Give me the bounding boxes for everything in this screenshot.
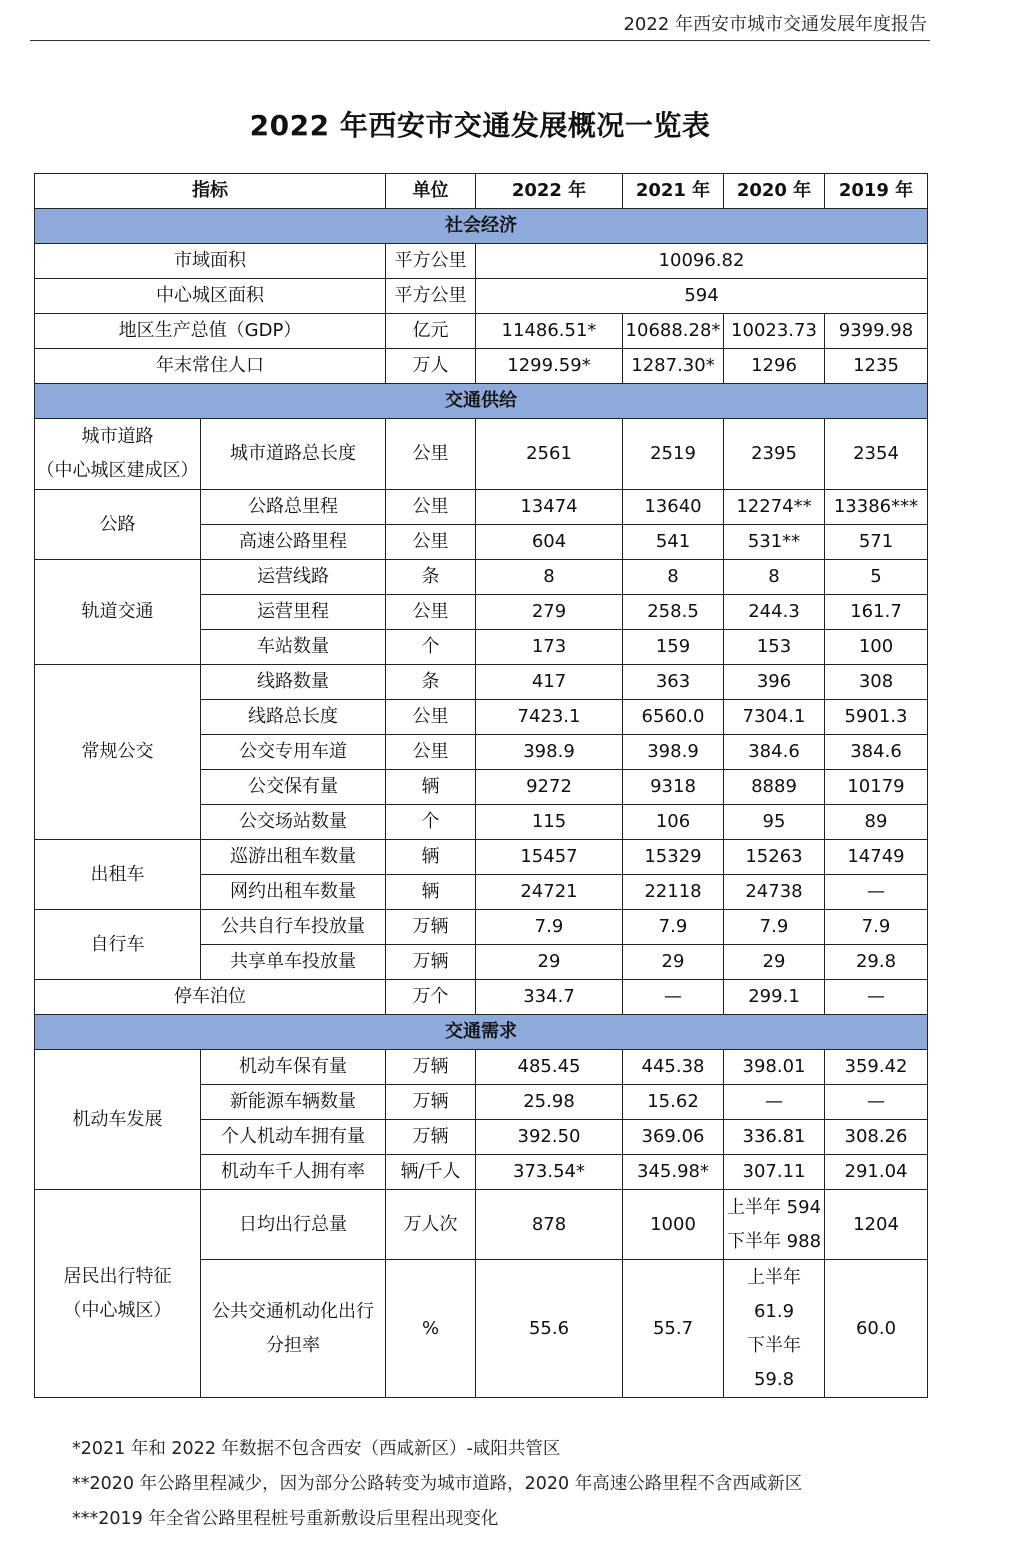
table-row xyxy=(35,349,928,384)
value-2020: 153 xyxy=(724,630,825,665)
value-2019: 13386*** xyxy=(825,490,928,525)
header-2021: 2021 年 xyxy=(623,174,724,209)
value-2020: 396 xyxy=(724,665,825,700)
row-unit: 万辆 xyxy=(386,1050,476,1085)
row-unit: 万人 xyxy=(386,349,476,384)
value-2020: 531** xyxy=(724,525,825,560)
row-label: 巡游出租车数量 xyxy=(201,840,386,875)
value-2019: 359.42 xyxy=(825,1050,928,1085)
value-2019: 100 xyxy=(825,630,928,665)
value-2021: 363 xyxy=(623,665,724,700)
value-2020 xyxy=(724,1190,825,1260)
value-2019: 161.7 xyxy=(825,595,928,630)
value-2022: 29 xyxy=(476,945,623,980)
group-label-line: （中心城区） xyxy=(63,1299,172,1321)
value-2020: — xyxy=(724,1085,825,1120)
table-row xyxy=(35,419,928,490)
value-line: 下半年 988 xyxy=(726,1230,822,1252)
value-line: 上半年 594 xyxy=(726,1196,822,1218)
value-2020: 336.81 xyxy=(724,1120,825,1155)
value-2021: 8 xyxy=(623,560,724,595)
value-2021: 106 xyxy=(623,805,724,840)
value-2019: — xyxy=(825,875,928,910)
row-label: 公交保有量 xyxy=(201,770,386,805)
row-unit: 辆 xyxy=(386,840,476,875)
row-unit: 公里 xyxy=(386,419,476,490)
value-line: 59.8 xyxy=(753,1368,795,1390)
value-2021: 15.62 xyxy=(623,1085,724,1120)
value-2022: 9272 xyxy=(476,770,623,805)
row-label-line: 公共交通机动化出行 xyxy=(212,1300,374,1322)
value-2020: 12274** xyxy=(724,490,825,525)
footnote: ***2019 年全省公路里程桩号重新敷设后里程出现变化 xyxy=(72,1509,499,1529)
row-unit: 万人次 xyxy=(386,1190,476,1260)
value-line: 上半年 xyxy=(747,1266,801,1288)
group-label: 出租车 xyxy=(35,840,201,910)
row-label: 运营线路 xyxy=(201,560,386,595)
value-2019: 14749 xyxy=(825,840,928,875)
value-2022: 604 xyxy=(476,525,623,560)
value-2019: 10179 xyxy=(825,770,928,805)
section-title-socio: 社会经济 xyxy=(35,209,928,244)
row-label: 公交场站数量 xyxy=(201,805,386,840)
row-unit: 公里 xyxy=(386,735,476,770)
report-header-title: 2022 年西安市城市交通发展年度报告 xyxy=(623,14,927,35)
value-2020: 398.01 xyxy=(724,1050,825,1085)
value-2022: 55.6 xyxy=(476,1260,623,1398)
value-2021: 2519 xyxy=(623,419,724,490)
value-2020: 8 xyxy=(724,560,825,595)
table-row xyxy=(35,279,928,314)
table-header-row xyxy=(35,174,928,209)
row-unit: 个 xyxy=(386,630,476,665)
row-unit: 公里 xyxy=(386,700,476,735)
row-unit: 平方公里 xyxy=(386,279,476,314)
value-2022: 485.45 xyxy=(476,1050,623,1085)
value-2022: 7.9 xyxy=(476,910,623,945)
value-2020: 8889 xyxy=(724,770,825,805)
value-2020: 299.1 xyxy=(724,980,825,1015)
value-2020: 95 xyxy=(724,805,825,840)
table-row xyxy=(35,490,928,525)
header-indicator: 指标 xyxy=(35,174,386,209)
value-2022: 25.98 xyxy=(476,1085,623,1120)
row-label: 机动车千人拥有率 xyxy=(201,1155,386,1190)
value-2019: 308.26 xyxy=(825,1120,928,1155)
value-2021: 369.06 xyxy=(623,1120,724,1155)
value-2022: 279 xyxy=(476,595,623,630)
value-2019: — xyxy=(825,980,928,1015)
section-row-demand xyxy=(35,1015,928,1050)
value-2021: 7.9 xyxy=(623,910,724,945)
row-label: 城市道路总长度 xyxy=(201,419,386,490)
row-label: 地区生产总值（GDP） xyxy=(35,314,386,349)
row-unit: 条 xyxy=(386,560,476,595)
value-2021: 445.38 xyxy=(623,1050,724,1085)
value-2021: 15329 xyxy=(623,840,724,875)
row-unit: 万辆 xyxy=(386,1120,476,1155)
value-2021: 258.5 xyxy=(623,595,724,630)
value-2020: 2395 xyxy=(724,419,825,490)
row-unit: 亿元 xyxy=(386,314,476,349)
section-row-supply xyxy=(35,384,928,419)
row-label: 停车泊位 xyxy=(35,980,386,1015)
row-label: 共享单车投放量 xyxy=(201,945,386,980)
group-label: 自行车 xyxy=(35,910,201,980)
value-2020: 10023.73 xyxy=(724,314,825,349)
section-title-demand: 交通需求 xyxy=(35,1015,928,1050)
table-row xyxy=(35,314,928,349)
value-2019: 291.04 xyxy=(825,1155,928,1190)
row-label: 线路数量 xyxy=(201,665,386,700)
value-2019: 7.9 xyxy=(825,910,928,945)
value-2019: 384.6 xyxy=(825,735,928,770)
value-line: 61.9 xyxy=(753,1300,795,1322)
value-2020: 24738 xyxy=(724,875,825,910)
row-unit: 条 xyxy=(386,665,476,700)
row-unit: 个 xyxy=(386,805,476,840)
row-label: 车站数量 xyxy=(201,630,386,665)
header-2020: 2020 年 xyxy=(724,174,825,209)
value-2021: 541 xyxy=(623,525,724,560)
value-2020: 29 xyxy=(724,945,825,980)
value-2021: 345.98* xyxy=(623,1155,724,1190)
row-label: 公路总里程 xyxy=(201,490,386,525)
row-label: 公共自行车投放量 xyxy=(201,910,386,945)
row-label: 日均出行总量 xyxy=(201,1190,386,1260)
value-2019: — xyxy=(825,1085,928,1120)
value-2019: 9399.98 xyxy=(825,314,928,349)
table-row xyxy=(35,910,928,945)
value-2021: 6560.0 xyxy=(623,700,724,735)
value-2022: 7423.1 xyxy=(476,700,623,735)
value-2022: 8 xyxy=(476,560,623,595)
row-label: 线路总长度 xyxy=(201,700,386,735)
row-label: 个人机动车拥有量 xyxy=(201,1120,386,1155)
value-2019: 1235 xyxy=(825,349,928,384)
value-2021: — xyxy=(623,980,724,1015)
value-2020: 7304.1 xyxy=(724,700,825,735)
row-label: 公交专用车道 xyxy=(201,735,386,770)
value-2019: 60.0 xyxy=(825,1260,928,1398)
group-label xyxy=(35,419,201,490)
row-unit: 辆/千人 xyxy=(386,1155,476,1190)
group-label-line: 居民出行特征 xyxy=(63,1265,172,1287)
group-label xyxy=(35,1190,201,1398)
table-row xyxy=(35,560,928,595)
table-row xyxy=(35,244,928,279)
group-label: 公路 xyxy=(35,490,201,560)
value-2021: 1287.30* xyxy=(623,349,724,384)
row-unit: 公里 xyxy=(386,490,476,525)
value-2020: 244.3 xyxy=(724,595,825,630)
value-2022: 11486.51* xyxy=(476,314,623,349)
value-2019: 5 xyxy=(825,560,928,595)
row-value-merged: 594 xyxy=(476,279,928,314)
value-2022: 417 xyxy=(476,665,623,700)
value-2022: 2561 xyxy=(476,419,623,490)
value-2022: 1299.59* xyxy=(476,349,623,384)
row-label: 网约出租车数量 xyxy=(201,875,386,910)
value-2019: 571 xyxy=(825,525,928,560)
row-value-merged: 10096.82 xyxy=(476,244,928,279)
value-2022: 24721 xyxy=(476,875,623,910)
group-label: 轨道交通 xyxy=(35,560,201,665)
value-2022: 15457 xyxy=(476,840,623,875)
group-label: 机动车发展 xyxy=(35,1050,201,1190)
value-2019: 89 xyxy=(825,805,928,840)
row-label: 市域面积 xyxy=(35,244,386,279)
value-2022: 373.54* xyxy=(476,1155,623,1190)
row-unit: 公里 xyxy=(386,595,476,630)
row-label: 中心城区面积 xyxy=(35,279,386,314)
row-label: 年末常住人口 xyxy=(35,349,386,384)
row-label: 运营里程 xyxy=(201,595,386,630)
value-2021: 9318 xyxy=(623,770,724,805)
header-divider xyxy=(30,40,930,41)
row-unit: 平方公里 xyxy=(386,244,476,279)
value-line: 下半年 xyxy=(747,1334,801,1356)
value-2022: 878 xyxy=(476,1190,623,1260)
footnote: **2020 年公路里程减少，因为部分公路转变为城市道路，2020 年高速公路里程不含西咸新区 xyxy=(72,1474,803,1494)
footnotes xyxy=(72,1432,802,1537)
value-2022: 398.9 xyxy=(476,735,623,770)
value-2022: 334.7 xyxy=(476,980,623,1015)
row-label-line: 分担率 xyxy=(266,1334,320,1356)
table-row xyxy=(35,1050,928,1085)
header-2022: 2022 年 xyxy=(476,174,623,209)
row-label: 新能源车辆数量 xyxy=(201,1085,386,1120)
value-2020 xyxy=(724,1260,825,1398)
table-row xyxy=(35,840,928,875)
value-2019: 1204 xyxy=(825,1190,928,1260)
header-unit: 单位 xyxy=(386,174,476,209)
value-2020: 1296 xyxy=(724,349,825,384)
value-2022: 13474 xyxy=(476,490,623,525)
row-unit: % xyxy=(386,1260,476,1398)
value-2019: 5901.3 xyxy=(825,700,928,735)
row-label: 机动车保有量 xyxy=(201,1050,386,1085)
value-2021: 10688.28* xyxy=(623,314,724,349)
group-label: 常规公交 xyxy=(35,665,201,840)
value-2019: 29.8 xyxy=(825,945,928,980)
value-2021: 1000 xyxy=(623,1190,724,1260)
group-label-line: 城市道路 xyxy=(81,426,154,447)
value-2021: 398.9 xyxy=(623,735,724,770)
table-row xyxy=(35,1190,928,1260)
row-unit: 万辆 xyxy=(386,910,476,945)
row-unit: 辆 xyxy=(386,875,476,910)
value-2021: 13640 xyxy=(623,490,724,525)
group-label-line: （中心城区建成区） xyxy=(36,460,199,481)
section-title-supply: 交通供给 xyxy=(35,384,928,419)
table-row xyxy=(35,665,928,700)
value-2020: 384.6 xyxy=(724,735,825,770)
value-2020: 307.11 xyxy=(724,1155,825,1190)
overview-table xyxy=(34,173,928,1398)
value-2021: 159 xyxy=(623,630,724,665)
value-2021: 55.7 xyxy=(623,1260,724,1398)
section-row-socio xyxy=(35,209,928,244)
row-label xyxy=(201,1260,386,1398)
value-2022: 392.50 xyxy=(476,1120,623,1155)
row-unit: 公里 xyxy=(386,525,476,560)
value-2019: 308 xyxy=(825,665,928,700)
row-unit: 万辆 xyxy=(386,1085,476,1120)
value-2022: 115 xyxy=(476,805,623,840)
value-2020: 7.9 xyxy=(724,910,825,945)
footnote: *2021 年和 2022 年数据不包含西安（西咸新区）-咸阳共管区 xyxy=(72,1439,561,1459)
value-2022: 173 xyxy=(476,630,623,665)
row-unit: 万个 xyxy=(386,980,476,1015)
header-2019: 2019 年 xyxy=(825,174,928,209)
page-title: 2022 年西安市交通发展概况一览表 xyxy=(249,109,711,142)
value-2021: 22118 xyxy=(623,875,724,910)
row-unit: 万辆 xyxy=(386,945,476,980)
value-2020: 15263 xyxy=(724,840,825,875)
value-2021: 29 xyxy=(623,945,724,980)
table-row xyxy=(35,980,928,1015)
value-2019: 2354 xyxy=(825,419,928,490)
row-unit: 辆 xyxy=(386,770,476,805)
row-label: 高速公路里程 xyxy=(201,525,386,560)
